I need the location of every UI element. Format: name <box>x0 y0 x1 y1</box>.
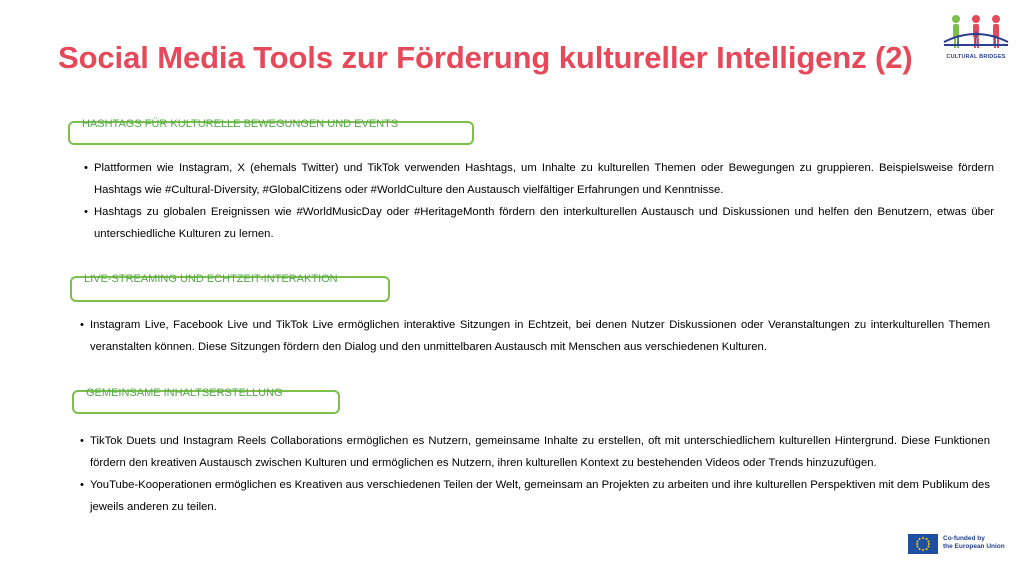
list-item: • Plattformen wie Instagram, X (ehemals Twitter) und TikTok verwenden Hashtags, um Inhalte zu kulturellen Themen oder Bewegungen zu gruppieren. Beispielsweise fördern Hashtags wie #Cultural-Diversity, #GlobalCitizens oder #WorldCulture den Austausch vielfältiger Erfahrungen und Kenntnisse. <box>84 157 994 201</box>
section-heading-live-streaming <box>70 273 390 302</box>
list-item: • YouTube-Kooperationen ermöglichen es Kreativen aus verschiedenen Teilen der Welt, gemeinsam an Projekten zu arbeiten und ihre kulturellen Perspektiven mit dem Publikum des jeweils anderen zu teilen. <box>80 474 990 518</box>
section-heading-collaboration <box>72 387 340 414</box>
list-item: • Instagram Live, Facebook Live und TikTok Live ermöglichen interaktive Sitzungen in Echtzeit, bei denen Nutzer Diskussionen oder Veranstaltungen zu interkulturellen Themen veranstalten können. Diese Sitzungen fördern den Dialog und den unmittelbaren Austausch mit Menschen aus verschiedenen Kulturen. <box>80 314 990 358</box>
section-heading-label: HASHTAGS FÜR KULTURELLE BEWEGUNGEN UND EVENTS <box>82 118 399 130</box>
eu-badge-line2: the European Union <box>943 543 1005 550</box>
list-item: • Hashtags zu globalen Ereignissen wie #WorldMusicDay oder #HeritageMonth fördern den interkulturellen Austausch und Diskussionen und helfen den Benutzern, etwas über unterschiedliche Kulturen zu lernen. <box>84 201 994 245</box>
eu-badge-line1: Co-funded by <box>943 535 985 542</box>
bullet-list-collaboration <box>80 430 990 518</box>
list-item: • TikTok Duets und Instagram Reels Collaborations ermöglichen es Nutzern, gemeinsame Inhalte zu erstellen, oft mit unterschiedlichem kulturellen Hintergrund. Diese Funktionen fördern den kreativen Austausch zwischen Kulturen und ermöglichen es Nutzern, ihren kulturellen Kontext zu bestehenden Videos oder Trends hinzuzufügen. <box>80 430 990 474</box>
bridge-people-icon <box>940 12 1012 56</box>
section-heading-hashtags <box>68 118 474 145</box>
section-heading-label: GEMEINSAME INHALTSERSTELLUNG <box>86 387 283 399</box>
bullet-list-hashtags <box>84 157 994 245</box>
bullet-list-live-streaming <box>80 314 990 358</box>
eu-cofunded-badge <box>908 532 1018 556</box>
eu-flag-icon <box>908 534 938 554</box>
slide-title: Social Media Tools zur Förderung kultureller Intelligenz (2) <box>58 40 913 75</box>
cultural-bridges-logo <box>940 12 1012 68</box>
logo-text: CULTURAL BRIDGES <box>946 54 1006 60</box>
eu-badge-text <box>943 535 1005 551</box>
section-heading-label: LIVE-STREAMING UND ECHTZEIT-INTERAKTION <box>84 273 338 285</box>
